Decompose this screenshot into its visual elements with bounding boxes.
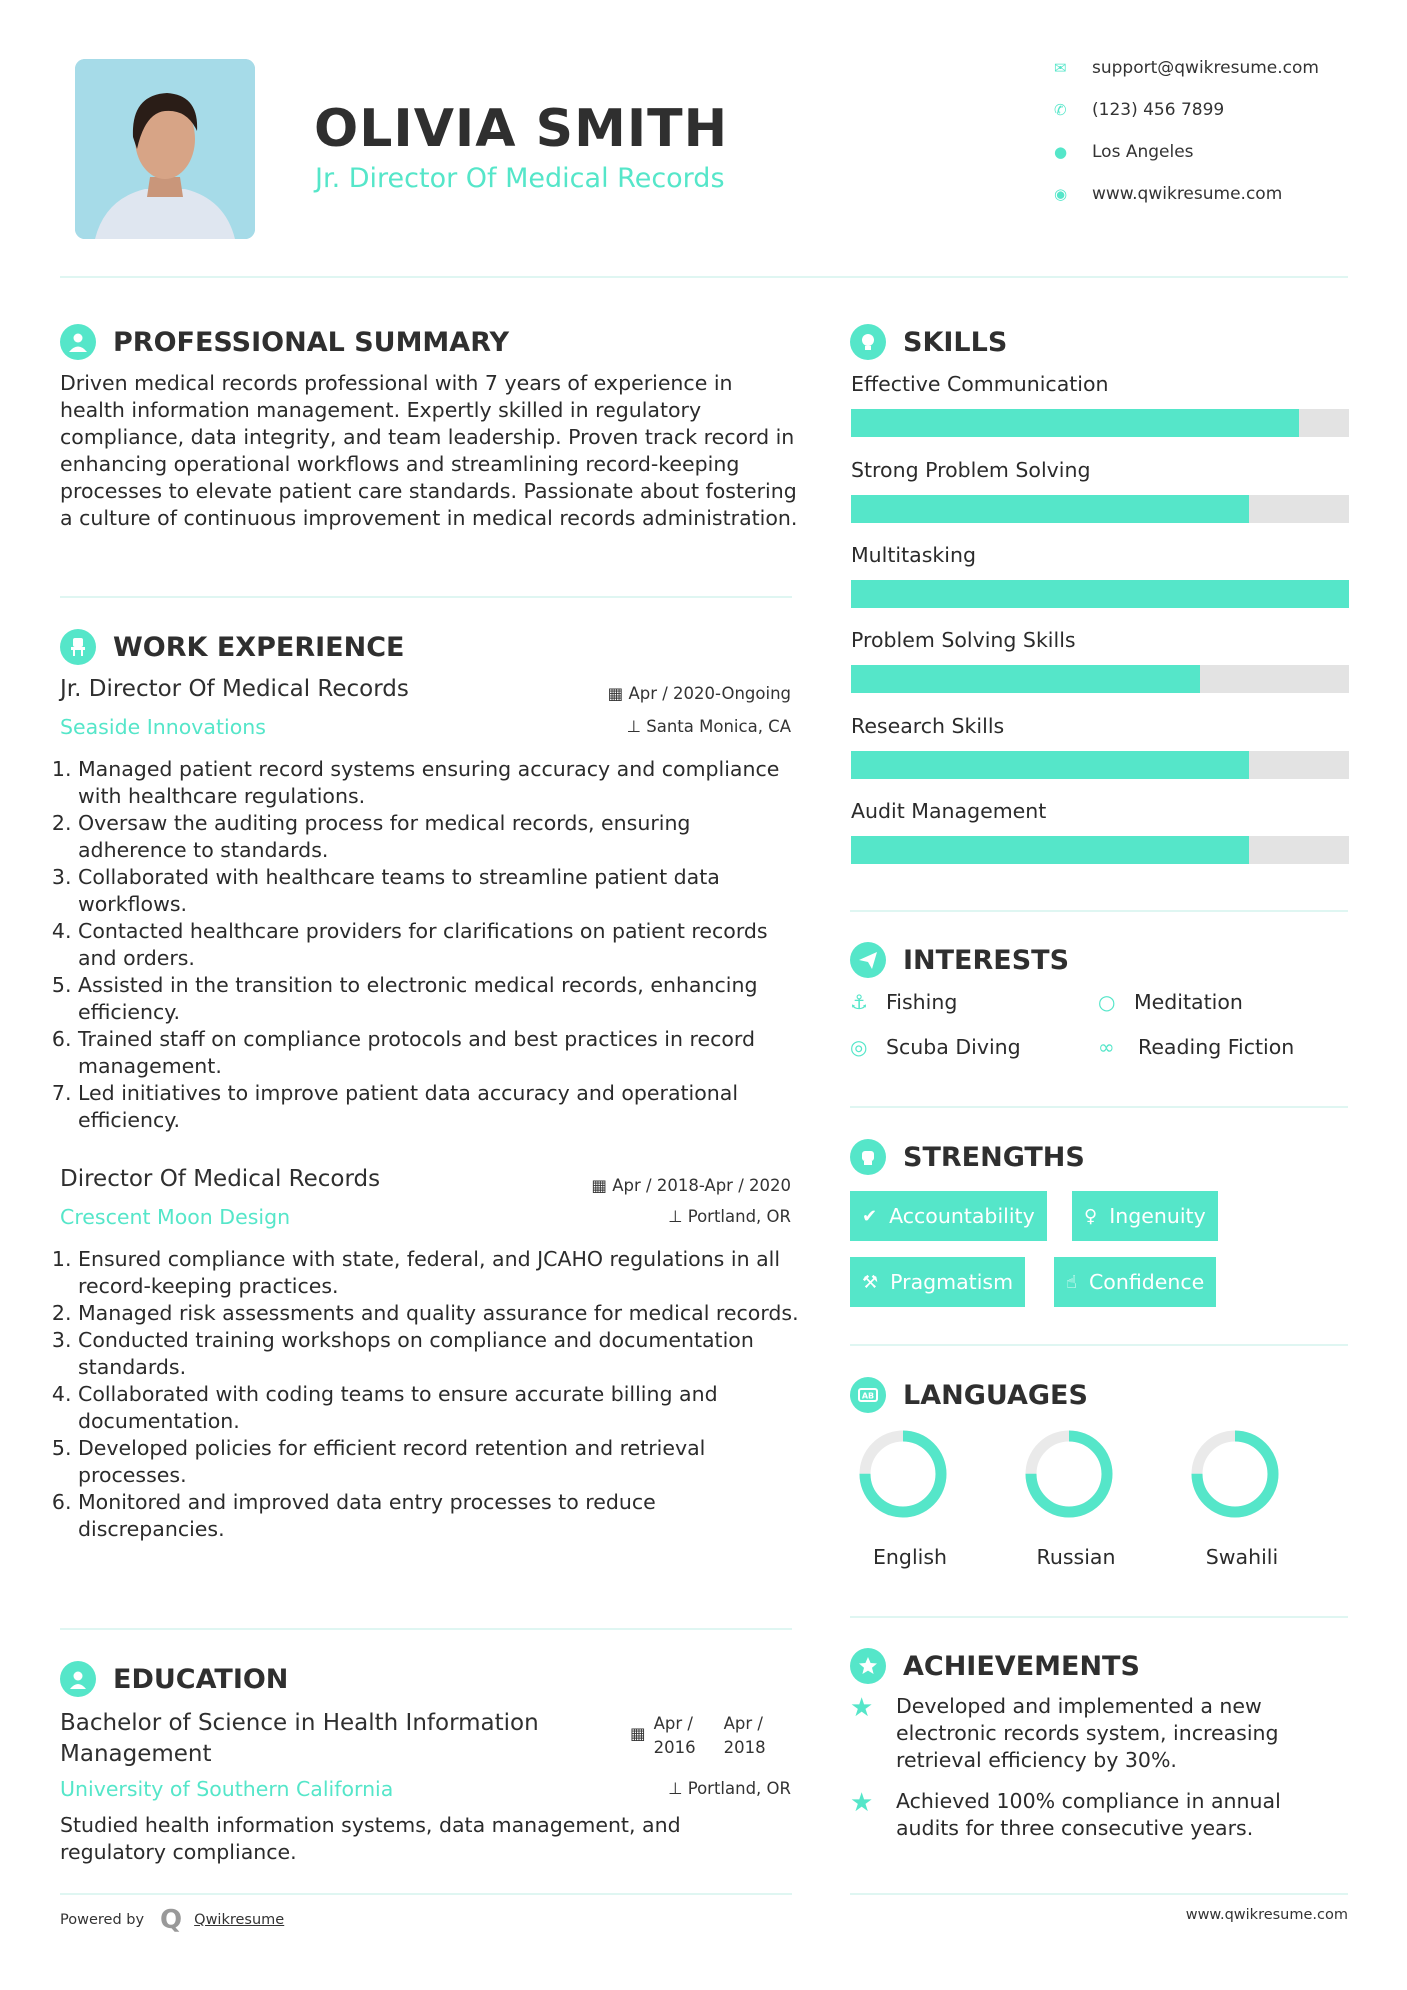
skill-bar xyxy=(851,409,1349,437)
mask-icon: ∞ xyxy=(1098,1035,1115,1059)
lightbulb-icon xyxy=(850,324,886,360)
job-responsibilities xyxy=(60,756,800,1134)
list-item: 3. Conducted training workshops on compliance and documentation standards. xyxy=(78,1327,800,1381)
interest-item: ○ Meditation xyxy=(1098,990,1243,1014)
list-item: 2. Oversaw the auditing process for medical records, ensuring adherence to standards. xyxy=(78,810,800,864)
interest-item: ∞ Reading Fiction xyxy=(1098,1035,1295,1059)
education-date: ▦ Apr / 2016 Apr / 2018 xyxy=(630,1712,766,1760)
qwikresume-logo-icon: Q xyxy=(160,1905,183,1935)
language-rings xyxy=(849,1425,1349,1525)
interest-item: ⚓ Fishing xyxy=(850,990,958,1014)
pin-icon: ⊥ xyxy=(668,1779,688,1798)
check-circle-icon: ✔ xyxy=(862,1205,878,1227)
summary-text: Driven medical records professional with 7 years of experience in health information management. Expertly skilled in regulatory compliance, data integrity, and team leadership. Proven track record in enhancing operational workflows and streamlining record-keeping processes to elevate patient care standards. Passionate about fostering a culture of continuous improvement in medical records administration. xyxy=(60,371,798,530)
circle-icon: ○ xyxy=(1098,990,1116,1014)
contact-phone[interactable]: ✆ (123) 456 7899 xyxy=(1054,100,1225,120)
contact-email[interactable]: ✉ support@qwikresume.com xyxy=(1054,58,1319,78)
section-heading-summary: PROFESSIONAL SUMMARY xyxy=(60,324,509,360)
job-date: ▦ Apr / 2020-Ongoing xyxy=(607,684,791,703)
list-item: 6. Trained staff on compliance protocols and best practices in record management. xyxy=(78,1026,800,1080)
interest-item: ◎ Scuba Diving xyxy=(850,1035,1021,1059)
section-heading-education: EDUCATION xyxy=(60,1661,288,1697)
job-title: Jr. Director Of Medical Records xyxy=(60,676,409,702)
job-date: ▦ Apr / 2018-Apr / 2020 xyxy=(591,1176,791,1195)
strength-tag: ♀ Ingenuity xyxy=(1072,1191,1218,1241)
job-title: Director Of Medical Records xyxy=(60,1166,381,1192)
skill-label: Effective Communication xyxy=(851,372,1109,396)
company-name: Seaside Innovations xyxy=(60,715,266,739)
list-item: 2. Managed risk assessments and quality assurance for medical records. xyxy=(78,1300,800,1327)
skill-bar-fill xyxy=(851,495,1249,523)
skill-bar-fill xyxy=(851,665,1200,693)
powered-by: Powered by Q Qwikresume xyxy=(60,1905,285,1935)
lightbulb-icon: ♀ xyxy=(1084,1205,1098,1227)
list-item: 5. Developed policies for efficient record retention and retrieval processes. xyxy=(78,1435,800,1489)
skill-bar xyxy=(851,580,1349,608)
graduate-icon xyxy=(60,1661,96,1697)
header-divider xyxy=(60,276,1348,278)
language-label: Swahili xyxy=(1205,1545,1279,1569)
skill-bar-fill xyxy=(851,836,1249,864)
skill-label: Problem Solving Skills xyxy=(851,628,1076,652)
skill-label: Strong Problem Solving xyxy=(851,458,1091,482)
star-icon: ★ xyxy=(850,1693,874,1723)
list-item: 4. Contacted healthcare providers for clarifications on patient records and orders. xyxy=(78,918,800,972)
fist-icon xyxy=(850,1139,886,1175)
skill-label: Multitasking xyxy=(851,543,976,567)
skill-bar-fill xyxy=(851,580,1349,608)
job-responsibilities xyxy=(60,1246,800,1543)
section-heading-strengths: STRENGTHS xyxy=(850,1139,1085,1175)
calendar-icon: ▦ xyxy=(630,1724,646,1743)
contact-location: ● Los Angeles xyxy=(1054,142,1194,162)
education-description: Studied health information systems, data management, and regulatory compliance. xyxy=(60,1813,681,1864)
thumbs-up-icon: ☝ xyxy=(1066,1271,1077,1293)
skills-divider xyxy=(850,910,1348,912)
calendar-icon: ▦ xyxy=(591,1176,613,1195)
school-name: University of Southern California xyxy=(60,1777,394,1801)
user-icon xyxy=(60,324,96,360)
pin-icon: ⊥ xyxy=(626,717,647,736)
profile-photo xyxy=(75,59,255,239)
experience-divider xyxy=(60,1628,792,1630)
phone-icon: ✆ xyxy=(1054,101,1067,119)
skill-bar xyxy=(851,665,1349,693)
gavel-icon: ⚒ xyxy=(862,1271,879,1293)
location-pin-icon: ● xyxy=(1054,143,1068,161)
globe-icon: ◉ xyxy=(1054,185,1068,203)
strength-tag: ☝ Confidence xyxy=(1054,1257,1216,1307)
list-item: 5. Assisted in the transition to electronic medical records, enhancing efficiency. xyxy=(78,972,800,1026)
lifebuoy-icon: ◎ xyxy=(850,1035,868,1059)
achievement-item: ★ Developed and implemented a new electronic records system, increasing retrieval efficiency by 30%. xyxy=(850,1693,1279,1772)
skill-bar xyxy=(851,836,1349,864)
skill-label: Research Skills xyxy=(851,714,1005,738)
list-item: 4. Collaborated with coding teams to ensure accurate billing and documentation. xyxy=(78,1381,800,1435)
degree-title: Bachelor of Science in Health Information Management xyxy=(60,1710,539,1767)
list-item: 1. Ensured compliance with state, federal, and JCAHO regulations in all record-keeping practices. xyxy=(78,1246,800,1300)
section-heading-achievements: ACHIEVEMENTS xyxy=(850,1648,1140,1684)
languages-divider xyxy=(850,1616,1348,1618)
brand-link[interactable]: Qwikresume xyxy=(194,1912,285,1928)
footer-divider-right xyxy=(850,1893,1348,1895)
star-icon: ★ xyxy=(850,1788,874,1818)
language-label: Russian xyxy=(1036,1545,1116,1569)
strengths-divider xyxy=(850,1344,1348,1346)
candidate-title: Jr. Director Of Medical Records xyxy=(315,163,725,194)
candidate-name: OLIVIA SMITH xyxy=(314,99,729,159)
anchor-icon: ⚓ xyxy=(850,990,868,1014)
footer-divider-left xyxy=(60,1893,792,1895)
skill-bar xyxy=(851,751,1349,779)
section-heading-skills: SKILLS xyxy=(850,324,1007,360)
calendar-icon: ▦ xyxy=(607,684,629,703)
chair-icon xyxy=(60,629,96,665)
language-card-icon xyxy=(850,1377,886,1413)
interests-divider xyxy=(850,1106,1348,1108)
pin-icon: ⊥ xyxy=(668,1207,688,1226)
section-heading-languages: AB LANGUAGES xyxy=(850,1377,1088,1413)
job-location: ⊥ Santa Monica, CA xyxy=(626,717,791,736)
summary-divider xyxy=(60,596,792,598)
skill-bar xyxy=(851,495,1349,523)
list-item: 6. Monitored and improved data entry processes to reduce discrepancies. xyxy=(78,1489,800,1543)
section-heading-experience: WORK EXPERIENCE xyxy=(60,629,404,665)
skill-label: Audit Management xyxy=(851,799,1047,823)
strength-tag: ⚒ Pragmatism xyxy=(850,1257,1025,1307)
list-item: 7. Led initiatives to improve patient data accuracy and operational efficiency. xyxy=(78,1080,800,1134)
star-badge-icon xyxy=(850,1648,886,1684)
education-location: ⊥ Portland, OR xyxy=(668,1779,791,1798)
achievement-item: ★ Achieved 100% compliance in annual audits for three consecutive years. xyxy=(850,1788,1281,1840)
job-location: ⊥ Portland, OR xyxy=(668,1207,791,1226)
company-name: Crescent Moon Design xyxy=(60,1205,291,1229)
skill-bar-fill xyxy=(851,751,1249,779)
email-icon: ✉ xyxy=(1054,59,1067,77)
skill-bar-fill xyxy=(851,409,1299,437)
section-heading-interests: INTERESTS xyxy=(850,942,1069,978)
svg-text:AB: AB xyxy=(861,1391,875,1401)
contact-website[interactable]: ◉ www.qwikresume.com xyxy=(1054,184,1283,204)
language-label: English xyxy=(872,1545,948,1569)
footer-website[interactable]: www.qwikresume.com xyxy=(1185,1907,1348,1923)
paper-plane-icon xyxy=(850,942,886,978)
list-item: 3. Collaborated with healthcare teams to streamline patient data workflows. xyxy=(78,864,800,918)
list-item: 1. Managed patient record systems ensuring accuracy and compliance with healthcare regulations. xyxy=(78,756,800,810)
strength-tag: ✔ Accountability xyxy=(850,1191,1047,1241)
